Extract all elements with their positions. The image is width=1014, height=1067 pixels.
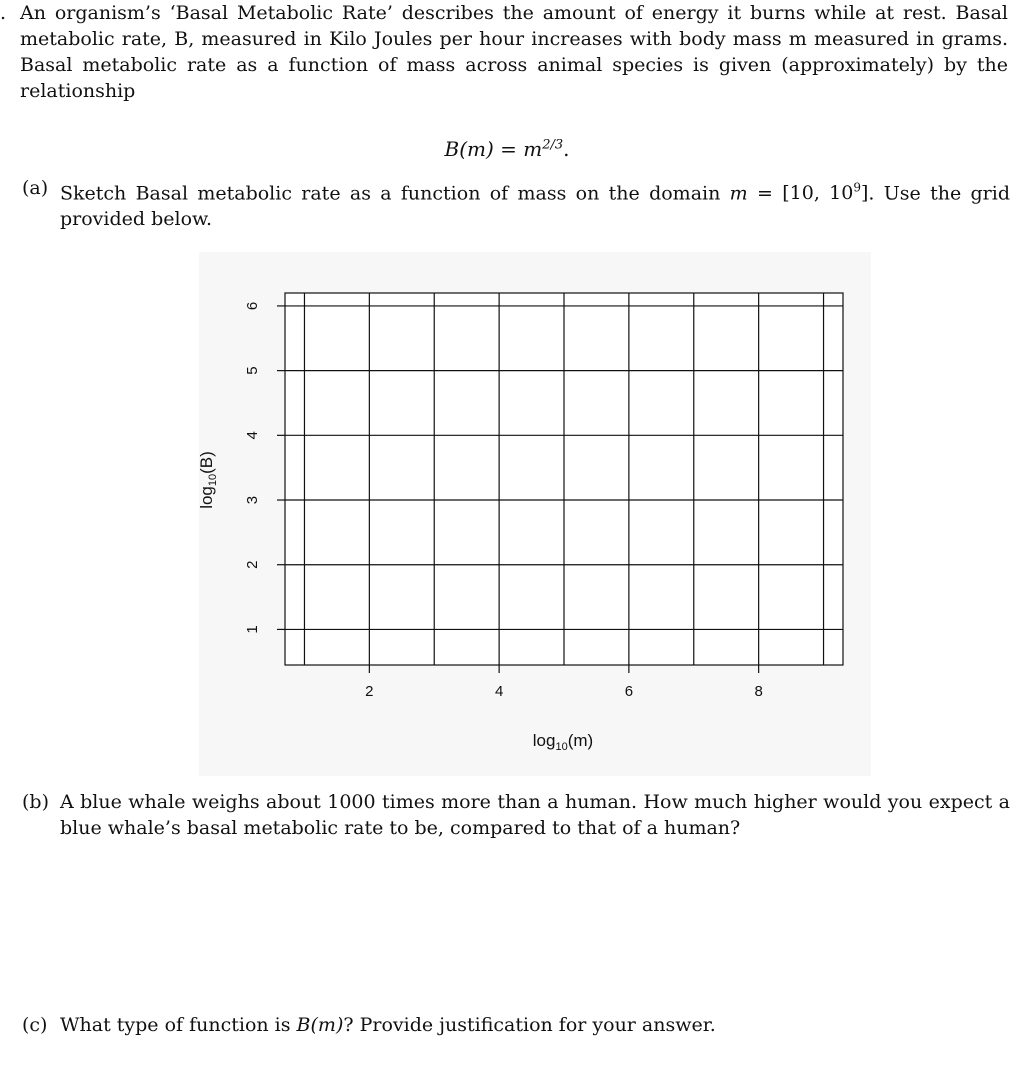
x-tick-label: 2: [365, 683, 374, 700]
x-axis-title: $\log_{10}(m)$: [532, 731, 594, 753]
chart-svg: [199, 252, 871, 776]
question-a-domain-open: [10, 10: [782, 182, 854, 205]
question-a-domain: [782, 182, 868, 204]
question-a: [22, 175, 1010, 232]
question-c-func: B(m): [296, 1014, 344, 1036]
question-a-label: (a): [22, 177, 49, 199]
y-tick-label: 5: [244, 366, 261, 375]
equation-exponent: 2/3: [542, 137, 564, 153]
x-tick-label: 8: [754, 683, 763, 700]
question-a-eq: =: [747, 182, 783, 205]
y-tick-label: 4: [244, 431, 261, 440]
y-tick-label: 6: [244, 301, 261, 311]
y-tick-label: 1: [244, 625, 261, 634]
log-log-grid-chart: [199, 252, 871, 776]
question-b-text: A blue whale weighs about 1000 times more than a human. How much higher would you expect a blue whale’s basal metabolic rate to be, compared to that of a human?: [60, 791, 1010, 839]
grid-layer: [285, 293, 843, 665]
question-b: [22, 789, 1010, 841]
question-a-domain-close: ]: [861, 182, 869, 205]
question-b-label: (b): [22, 791, 49, 813]
x-tick-label: 4: [494, 683, 504, 700]
question-a-text-start: Sketch Basal metabolic rate as a function of mass on the domain: [60, 182, 730, 205]
equation-lhs: B(m) = m: [444, 137, 543, 161]
question-a-var: m: [729, 182, 748, 205]
equation-period: .: [563, 137, 570, 161]
question-a-domain-exp: 9: [853, 181, 861, 195]
question-c: [22, 1012, 1010, 1038]
question-c-text-end: ? Provide justification for your answer.: [343, 1014, 716, 1036]
question-c-label: (c): [22, 1014, 48, 1036]
y-tick-label: 2: [244, 560, 261, 569]
equation: [0, 137, 1014, 161]
question-c-text-start: What type of function is: [60, 1014, 297, 1036]
x-tick-label: 6: [624, 683, 634, 700]
y-axis-title: $\log_{10}(B)$: [197, 451, 219, 509]
problem-number-fragment: .: [0, 2, 7, 24]
problem-intro: [0, 0, 1008, 104]
question-a-text: [22, 175, 1010, 232]
question-a-text-end: . Use the grid provided below.: [60, 182, 1010, 231]
problem-intro-text: An organism’s ‘Basal Metabolic Rate’ describes the amount of energy it burns while at rest. Basal metabolic rate, B, measured in Kilo Joules per hour increases with body mass m measured in grams. Basal metabolic rate as a function of mass across animal species is given (approximately) by the relationship: [20, 2, 1008, 102]
y-tick-label: 3: [244, 495, 261, 505]
question-c-text: [22, 1012, 1010, 1038]
